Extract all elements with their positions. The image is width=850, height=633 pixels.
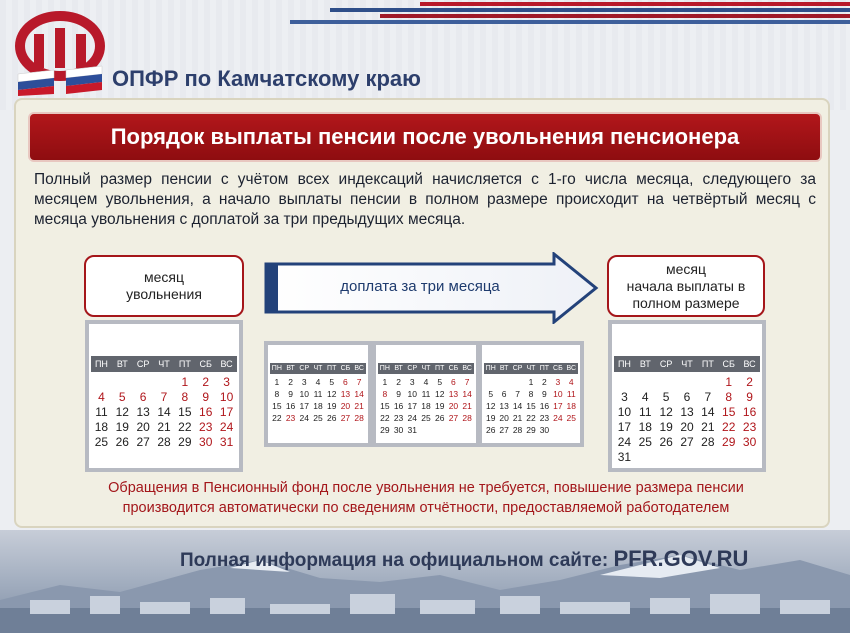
calendar-day: 3: [409, 377, 415, 387]
calendar-day: 5: [662, 390, 670, 404]
calendar-day: 28: [701, 435, 715, 449]
weekday-label: ПТ: [178, 359, 191, 369]
calendar-day: 6: [683, 390, 691, 404]
weekday-header: [378, 363, 474, 374]
weekday-label: ПТ: [435, 365, 445, 372]
calendar-day: 1: [528, 377, 534, 387]
bottom-note-line1: Обращения в Пенсионный фонд после увольнения не требуется, повышение размера пенсии: [108, 480, 744, 496]
calendar-day: 25: [638, 435, 652, 449]
calendar-day: 4: [98, 390, 105, 404]
calendar-month-3: [478, 341, 584, 447]
calendar-day: [656, 375, 677, 390]
calendar-day: [91, 375, 112, 390]
calendar-day: 10: [219, 390, 234, 404]
calendar-day: 1: [725, 375, 733, 389]
calendar-day: 18: [94, 420, 109, 434]
calendar-day: [635, 375, 656, 390]
calendar-day: 10: [299, 389, 310, 399]
weekday-label: ПН: [271, 365, 282, 372]
calendar-day: [677, 450, 698, 465]
calendar-day: 3: [223, 375, 230, 389]
calendar-grid: [484, 363, 578, 436]
calendar-day: [460, 424, 474, 436]
calendar-day: 21: [462, 401, 472, 411]
calendar-day: 29: [380, 425, 390, 435]
calendar-day: 1: [181, 375, 189, 389]
calendar-day: 7: [160, 390, 168, 404]
calendar-day: 7: [356, 377, 362, 387]
calendar-day: 6: [501, 389, 507, 399]
calendar-day: 26: [659, 435, 673, 449]
calendar-day: 15: [380, 401, 390, 411]
calendar-day: 1: [274, 377, 280, 387]
calendar-day: 27: [499, 425, 509, 435]
calendar-day: 31: [219, 435, 234, 449]
weekday-label: ВС: [462, 365, 472, 372]
calendar-day: 23: [199, 420, 213, 434]
weekday-label: ВС: [743, 359, 756, 369]
calendar-day: 14: [462, 389, 472, 399]
calendar-day: 20: [448, 401, 459, 411]
calendar-day: 14: [354, 389, 364, 399]
calendar-days: [91, 375, 237, 450]
calendar-day: 4: [423, 377, 429, 387]
calendar-day: 14: [701, 405, 715, 419]
calendar-day: 27: [340, 413, 351, 423]
weekday-label: ВТ: [639, 359, 651, 369]
calendar-day: 27: [136, 435, 150, 449]
calendar-day: 2: [396, 377, 401, 387]
calendar-day: 22: [526, 413, 536, 423]
calendar-day: [484, 376, 497, 388]
calendar-day: 16: [285, 401, 296, 411]
calendar-day: 5: [488, 389, 494, 399]
calendar-day: 19: [485, 413, 496, 423]
calendar-day: 19: [326, 401, 337, 411]
weekday-label: ПН: [379, 365, 390, 372]
weekday-label: ПН: [617, 359, 631, 369]
calendar-day: 2: [542, 377, 547, 387]
calendar-day: 11: [639, 405, 652, 419]
calendar-day: 24: [219, 420, 234, 434]
calendar-day: [154, 375, 175, 390]
calendar-day: 17: [299, 401, 310, 411]
calendar-day: 16: [539, 401, 550, 411]
calendar-day: 15: [272, 401, 282, 411]
weekday-label: ПТ: [701, 359, 714, 369]
calendar-day: 19: [659, 420, 673, 434]
calendar-day: 1: [382, 377, 388, 387]
calendar-day: [565, 424, 578, 436]
calendar-day: 28: [157, 435, 171, 449]
calendar-day: 16: [393, 401, 404, 411]
weekday-label: ВТ: [394, 365, 403, 372]
calendar-day: 4: [315, 377, 321, 387]
weekday-header: [484, 363, 578, 374]
calendar-day: 8: [725, 390, 733, 404]
calendar-day: 11: [313, 389, 323, 399]
weekday-header: [270, 363, 366, 374]
weekday-label: ЧТ: [526, 365, 536, 372]
calendar-dismissal: [85, 320, 243, 472]
weekday-label: ВТ: [116, 359, 128, 369]
calendar-day: 7: [464, 377, 470, 387]
calendar-day: 10: [617, 405, 632, 419]
calendar-day: [718, 450, 739, 465]
calendar-day: [133, 375, 154, 390]
calendar-day: 17: [407, 401, 418, 411]
calendar-day: [419, 424, 433, 436]
calendar-day: 9: [746, 390, 753, 404]
calendar-day: 18: [421, 401, 431, 411]
footer-info: [180, 546, 748, 572]
dismissal-month-box: [84, 255, 244, 317]
weekday-label: ЧТ: [421, 365, 431, 372]
weekday-label: ВС: [566, 365, 577, 372]
calendar-day: 24: [553, 413, 563, 423]
calendar-day: 7: [704, 390, 712, 404]
dismissal-month-line2: увольнения: [126, 286, 202, 302]
calendar-day: [697, 450, 718, 465]
calendar-day: 16: [199, 405, 213, 419]
calendar-day: 8: [528, 389, 534, 399]
weekday-header: [91, 356, 237, 372]
weekday-label: ЧТ: [158, 359, 170, 369]
arrow-label: доплата за три месяца: [340, 278, 500, 295]
calendar-days: [270, 376, 366, 424]
calendar-day: 3: [555, 377, 561, 387]
calendar-day: 23: [539, 413, 550, 423]
calendar-grid: [614, 356, 760, 465]
calendar-day: 9: [542, 389, 547, 399]
footer-site-link[interactable]: PFR.GOV.RU: [613, 546, 749, 571]
calendar-day: 24: [299, 413, 310, 423]
calendar-day: 27: [680, 435, 694, 449]
full-payment-month-box: [607, 255, 765, 317]
calendar-day: 13: [680, 405, 694, 419]
calendar-day: [112, 375, 133, 390]
calendar-day: 3: [621, 390, 628, 404]
weekday-label: СР: [512, 365, 523, 372]
calendar-day: 2: [202, 375, 210, 389]
calendar-day: 25: [566, 413, 577, 423]
weekday-label: СБ: [199, 359, 212, 369]
weekday-label: СБ: [448, 365, 459, 372]
bottom-note: [40, 478, 812, 518]
calendar-day: 18: [566, 401, 577, 411]
calendar-day: 10: [553, 389, 563, 399]
calendar-day: 19: [115, 420, 129, 434]
weekday-label: ВС: [354, 365, 364, 372]
footer-info-text: Полная информация на официальном сайте:: [180, 550, 609, 571]
calendar-day: [677, 375, 698, 390]
calendar-day: 2: [288, 377, 293, 387]
calendar-month-1: [264, 341, 372, 447]
calendar-day: 30: [393, 425, 404, 435]
calendar-day: [635, 450, 656, 465]
calendar-day: 13: [340, 389, 351, 399]
calendar-grid: [270, 363, 366, 424]
calendar-day: 11: [566, 389, 576, 399]
calendar-day: 4: [568, 377, 574, 387]
page-title-banner: Порядок выплаты пенсии после увольнения пенсионера: [28, 112, 822, 162]
calendar-day: 5: [437, 377, 443, 387]
calendar-day: 12: [659, 405, 673, 419]
weekday-label: ПТ: [327, 365, 337, 372]
calendar-day: 18: [638, 420, 652, 434]
calendar-day: 26: [434, 413, 445, 423]
calendar-day: 26: [115, 435, 129, 449]
calendar-day: [739, 450, 760, 465]
calendar-day: 12: [115, 405, 129, 419]
calendar-day: 6: [343, 377, 348, 387]
calendar-day: 25: [421, 413, 431, 423]
calendar-day: 31: [407, 425, 418, 435]
calendar-day: [656, 450, 677, 465]
calendar-day: 9: [288, 389, 293, 399]
weekday-label: СР: [299, 365, 310, 372]
calendar-day: 12: [326, 389, 337, 399]
weekday-label: СР: [136, 359, 150, 369]
full-payment-line3: полном размере: [632, 294, 740, 311]
calendar-day: 25: [94, 435, 109, 449]
weekday-label: ПН: [485, 365, 496, 372]
calendar-day: 14: [512, 401, 523, 411]
calendar-day: [511, 376, 524, 388]
pfr-logo: [14, 8, 106, 96]
calendar-day: 8: [382, 389, 388, 399]
calendar-day: 23: [742, 420, 757, 434]
calendar-day: 22: [380, 413, 390, 423]
calendar-day: 21: [701, 420, 715, 434]
calendar-month-2: [372, 341, 480, 447]
calendar-day: 10: [407, 389, 418, 399]
calendar-day: 21: [354, 401, 364, 411]
calendar-day: 25: [313, 413, 323, 423]
bottom-note-line2: производится автоматически по сведениям отчётности, предоставляемой работодателем: [122, 500, 730, 516]
calendar-day: 11: [95, 405, 108, 419]
calendar-grid: [378, 363, 474, 436]
weekday-label: ЧТ: [313, 365, 323, 372]
calendar-day: [497, 376, 510, 388]
calendar-day: 5: [118, 390, 126, 404]
calendar-days: [484, 376, 578, 436]
calendar-day: [433, 424, 447, 436]
calendar-day: 24: [617, 435, 632, 449]
weekday-label: ВТ: [286, 365, 295, 372]
calendar-day: 26: [326, 413, 337, 423]
intro-text: Полный размер пенсии с учётом всех индексаций начисляется с 1-го числа месяца, следующего за месяцем увольнения, а начало выплаты пенсии в полном размере происходит на четвёртый месяц с месяца увольнения с доплатой за три предыдущих месяца.: [34, 171, 816, 228]
weekday-label: ВС: [220, 359, 233, 369]
calendar-day: 23: [393, 413, 404, 423]
calendar-day: 20: [340, 401, 351, 411]
calendar-day: 19: [434, 401, 445, 411]
calendar-day: 30: [742, 435, 757, 449]
calendar-day: 9: [202, 390, 210, 404]
calendar-day: 20: [136, 420, 150, 434]
calendar-day: 7: [515, 389, 520, 399]
full-payment-line2: начала выплаты в: [626, 277, 746, 294]
calendar-day: 17: [553, 401, 563, 411]
calendar-day: 15: [722, 405, 736, 419]
calendar-day: 31: [617, 450, 632, 464]
calendar-day: [697, 375, 718, 390]
full-payment-line1: месяц: [665, 260, 706, 277]
weekday-label: СБ: [722, 359, 735, 369]
calendar-day: 8: [181, 390, 189, 404]
weekday-label: СБ: [340, 365, 351, 372]
weekday-label: СР: [407, 365, 418, 372]
calendar-day: 22: [722, 420, 736, 434]
calendar-day: 2: [746, 375, 753, 389]
calendar-day: 30: [539, 425, 550, 435]
calendar-day: 30: [199, 435, 213, 449]
calendar-day: 23: [285, 413, 296, 423]
calendar-day: 4: [641, 390, 649, 404]
top-stripes: [0, 0, 850, 30]
calendar-day: [614, 375, 635, 390]
calendar-grid: [91, 356, 237, 450]
calendar-day: 21: [157, 420, 171, 434]
calendar-day: 17: [617, 420, 632, 434]
calendar-day: 3: [301, 377, 307, 387]
calendar-day: 26: [485, 425, 496, 435]
org-title: ОПФР по Камчатскому краю: [112, 66, 421, 91]
calendar-day: 13: [448, 389, 459, 399]
weekday-label: ПН: [94, 359, 108, 369]
calendar-day: 29: [526, 425, 536, 435]
calendar-day: 15: [178, 405, 192, 419]
weekday-label: ВТ: [499, 365, 509, 372]
weekday-header: [614, 356, 760, 372]
calendar-day: 11: [421, 389, 431, 399]
calendar-day: 22: [178, 420, 192, 434]
calendar-day: 9: [396, 389, 401, 399]
weekday-label: ПТ: [539, 365, 550, 372]
calendar-day: 13: [499, 401, 509, 411]
calendar-day: 24: [407, 413, 418, 423]
calendar-full-payment: [608, 320, 766, 472]
calendar-day: 29: [178, 435, 192, 449]
calendar-day: 28: [354, 413, 364, 423]
calendar-day: 8: [274, 389, 280, 399]
calendar-day: 16: [742, 405, 757, 419]
calendar-day: 6: [451, 377, 456, 387]
calendar-day: 20: [680, 420, 694, 434]
calendar-day: 12: [485, 401, 496, 411]
calendar-day: 6: [139, 390, 147, 404]
weekday-label: ЧТ: [681, 359, 693, 369]
calendar-day: 27: [448, 413, 459, 423]
calendar-day: 13: [136, 405, 150, 419]
calendar-day: 20: [499, 413, 509, 423]
calendar-day: 5: [329, 377, 335, 387]
calendar-day: [551, 424, 564, 436]
calendar-day: 18: [313, 401, 323, 411]
calendar-day: 17: [219, 405, 234, 419]
calendar-day: 22: [272, 413, 282, 423]
dismissal-month-line1: месяц: [143, 269, 184, 285]
calendar-day: 14: [157, 405, 171, 419]
calendar-day: 12: [434, 389, 445, 399]
calendar-day: [447, 424, 461, 436]
weekday-label: СБ: [553, 365, 563, 372]
calendar-day: 28: [512, 425, 523, 435]
calendar-days: [378, 376, 474, 436]
calendar-day: 21: [512, 413, 523, 423]
weekday-label: СР: [659, 359, 673, 369]
calendar-day: 28: [462, 413, 472, 423]
calendar-days: [614, 375, 760, 465]
calendar-day: 29: [722, 435, 736, 449]
calendar-day: 15: [526, 401, 536, 411]
